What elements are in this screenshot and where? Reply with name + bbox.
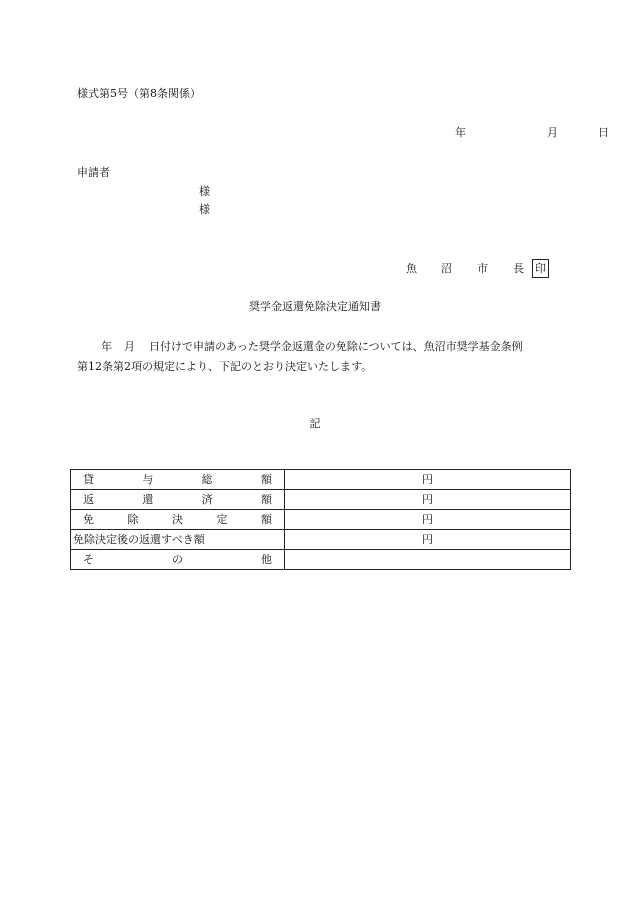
row-label-repaid	[71, 490, 285, 510]
body-line-2: 第12条第2項の規定により、下記のとおり決定いたします。	[77, 360, 373, 373]
table-row	[71, 510, 571, 530]
body-text-main: 日付けで申請のあった奨学金返還金の免除については、魚沼市奨学基金条例	[149, 340, 523, 353]
applicant-label: 申請者	[77, 166, 110, 179]
label-char: 貸	[83, 473, 94, 486]
table-row	[71, 490, 571, 510]
label-char: 除	[127, 513, 139, 526]
label-char: 還	[142, 493, 154, 506]
mayor-signature	[406, 259, 549, 278]
label-char: 他	[261, 553, 272, 566]
row-value: 円	[285, 470, 571, 490]
ki-label: 記	[309, 417, 321, 430]
row-value: 円	[285, 530, 571, 550]
table-row	[71, 530, 571, 550]
date-line	[455, 124, 609, 140]
row-label-other	[71, 550, 285, 570]
label-char: 免	[83, 513, 94, 526]
date-year: 年	[455, 126, 466, 139]
date-month: 月	[547, 126, 558, 139]
label-char: そ	[83, 553, 94, 566]
label-text: 免除決定後の返還すべき額	[73, 533, 205, 546]
label-char: 額	[261, 513, 272, 526]
honorific-2: 様	[199, 203, 210, 216]
form-number: 様式第5号（第8条関係）	[77, 87, 201, 100]
mayor-char-3: 市	[477, 261, 488, 275]
mayor-char-4: 長	[513, 261, 524, 275]
honorific-1: 様	[199, 185, 210, 198]
row-label-loan-total	[71, 470, 285, 490]
row-value	[285, 550, 571, 570]
table-row	[71, 470, 571, 490]
body-line-1	[77, 337, 577, 357]
mayor-char-2: 沼	[441, 261, 452, 275]
label-char: の	[172, 553, 183, 566]
label-char: 定	[216, 513, 228, 526]
row-value: 円	[285, 510, 571, 530]
label-char: 決	[172, 513, 183, 526]
label-char: 額	[260, 493, 272, 506]
label-char: 総	[201, 473, 213, 486]
mayor-char-1: 魚	[406, 261, 417, 275]
label-char: 返	[83, 493, 94, 506]
date-day: 日	[598, 126, 609, 139]
row-value: 円	[285, 490, 571, 510]
body-year: 年	[101, 340, 112, 353]
body-month: 月	[124, 340, 135, 353]
row-label-exemption	[71, 510, 285, 530]
table-row	[71, 550, 571, 570]
seal-mark: 印	[532, 259, 549, 278]
label-char: 済	[201, 493, 213, 506]
detail-table	[70, 469, 571, 570]
label-char: 額	[260, 473, 272, 486]
document-title: 奨学金返還免除決定通知書	[249, 300, 381, 313]
label-char: 与	[142, 473, 154, 486]
body-paragraph	[77, 337, 577, 377]
row-label-remaining	[71, 530, 285, 550]
